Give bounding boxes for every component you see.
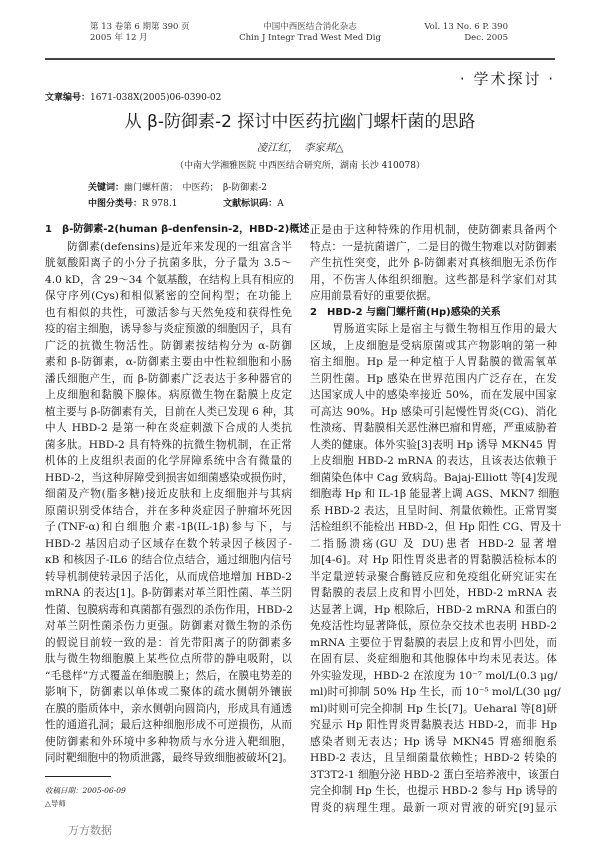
text-line: 细菌及产物(脂多糖)接近皮肤和上皮细胞并与其病 [45, 488, 292, 500]
journal-name-en: Chin J Integr Trad West Med Dig [239, 33, 381, 43]
text-line: 免疫活性均显著降低，原位杂交技术也表明 HBD-2 [310, 620, 557, 632]
text-line: 加[4-6]。对 Hp 阳性胃炎患者的胃黏膜活检标本的 [310, 554, 557, 566]
text-line: 性溃疡、胃黏膜相关恶性淋巴瘤和胃癌，严重威胁着 [310, 422, 557, 434]
text-line: 细胞毒 Hp 和 IL-1β 能显著上调 AGS、MKN7 细胞 [310, 488, 560, 500]
text-line: 同时靶细胞中的物质泄露，最终导致细胞被破坏[2]。 [45, 752, 294, 764]
text-line: 兰阴性菌。Hp 感染在世界范围内广泛存在，在发 [310, 372, 557, 385]
text-line: 4.0 kD，含 29～34 个氨基酸，在结构上具有相应的 [45, 273, 294, 286]
affiliation: （中南大学湘雅医院 中西医结合研究所，湖南 长沙 410078） [175, 161, 425, 171]
text-line: 菌多肽。HBD-2 具有特殊的抗微生物机制，在正常 [45, 438, 292, 451]
keywords [88, 180, 267, 193]
text-line: 上皮细胞 HBD-2 mRNA 的表达，且该表达依赖于 [310, 455, 557, 467]
class-value: R 978.1 [142, 199, 178, 209]
keywords-value: 幽门螺杆菌； 中医药； β-防御素-2 [124, 183, 268, 193]
date-en: Dec. 2005 [464, 33, 508, 43]
text-line: mRNA 主要位于胃黏膜的表层上皮和胃小凹处，而 [310, 636, 557, 649]
left-column [45, 222, 310, 767]
text-line: 特点：一是抗菌谱广，二是目的微生物难以对防御素 [310, 240, 557, 253]
text-line: 半定量逆转录聚合酶链反应和免疫组化研究证实在 [310, 570, 557, 583]
text-line: HBD-2 基因启动子区域存在数个转录因子核因子- [45, 537, 292, 550]
text-line: 疫的宿主细胞，诱导参与炎症预激的细胞因子，具有 [45, 323, 292, 335]
text-line: 素和 β-防御素，α-防御素主要由中性粒细胞和小肠 [45, 356, 292, 368]
text-line: 肽与微生物细胞膜上某些位点所带的静电吸附，以 [45, 653, 292, 665]
text-line: 在固有层、炎症细胞和其他腺体中均未见表达。体 [310, 653, 557, 665]
text-line: 系 HBD-2 表达，且呈时间、剂量依赖性。正常胃窦 [310, 504, 557, 517]
text-line: 也有相似的共性，可激活参与天然免疫和获得性免 [45, 306, 292, 319]
article-number [45, 90, 221, 103]
text-line: 区域，上皮细胞是受病原菌或其产物影响的第一种 [310, 339, 557, 352]
doc-code-value: A [277, 199, 284, 209]
text-line: 外实验发现，HBD-2 在浓度为 10⁻⁷ mol/L(0.3 μg/ [310, 669, 558, 682]
text-line: HBD-2 表达，且呈细菌量依赖性；HBD-2 转染的 [310, 752, 557, 764]
date-cn: 2005 年 12 月 [90, 33, 148, 43]
text-line: 保守序列(Cys)和相似紧密的空间构型；在功能上 [45, 290, 292, 302]
text-line: 使防御素和外环境中多种物质与水分进入靶细胞， [45, 735, 292, 748]
class-label: 中图分类号： [88, 199, 143, 209]
volume-issue-en: Vol. 13 No. 6 P. 390 [424, 22, 508, 32]
text-line: ml)时可抑制 50% Hp 生长，而 10⁻⁵ mol/L(30 μg/ [310, 686, 561, 698]
tutor-note: △导师 [45, 799, 66, 808]
watermark: 万方数据 [68, 824, 112, 837]
section-label: · 学术探讨 · [459, 70, 555, 88]
text-line: 二指肠溃疡(GU 及 DU)患者 HBD-2 显著增 [310, 537, 557, 550]
text-line: 用，不伤害人体组织细胞。这些都是科学家们对其 [310, 273, 557, 286]
journal-name-cn: 中国中西医结合消化杂志 [263, 22, 357, 32]
text-line: HBD-2，当这种屏障受到损害如细菌感染或损伤时， [45, 471, 293, 484]
text-line: 胃肠道实际上是宿主与微生物相互作用的最大 [310, 323, 557, 335]
text-line: 人类的健康。体外实验[3]表明 Hp 诱导 MKN45 胃 [310, 438, 557, 451]
doc-code-label: 文献标识码： [223, 199, 278, 209]
text-line: 中人 HBD-2 是第一种在炎症刺激下合成的人类抗 [45, 422, 292, 434]
classification [88, 196, 284, 209]
footnote-rule [45, 776, 111, 777]
text-line: 转导机制使转录因子活化，从而成倍地增加 HBD-2 [45, 570, 292, 583]
text-line: 原菌识别受体结合，并在多种炎症因子肿瘤坏死因 [45, 504, 292, 517]
text-line: 活检组织不能检出 HBD-2，但 Hp 阳性 CG、胃及十 [310, 521, 562, 533]
text-line: 完全抑制 Hp 生长，也提示 HBD-2 参与 Hp 诱导的 [310, 785, 558, 797]
text-line: 性的通道孔洞；最后这种细胞形成不可逆损伤，从而 [45, 719, 292, 731]
text-line: 影响下，防御素以单体或二聚体的疏水侧朝外镶嵌 [45, 686, 292, 698]
text-line: 机体的上皮组织表面的化学屏障系统中含有微量的 [45, 455, 292, 467]
text-line: 防御素(defensins)是近年来发现的一组富含半 [45, 240, 292, 253]
article-number-label: 文章编号： [45, 93, 91, 103]
authors: 凌江红， 李家邦△ [256, 142, 344, 154]
text-line: 上皮细胞和黏膜下腺体。病原微生物在黏膜上皮定 [45, 389, 292, 401]
text-line: 性菌、包膜病毒和真菌都有强烈的杀伤作用，HBD-2 [45, 603, 293, 616]
text-line: 子(TNF-α)和白细胞介素-1β(IL-1β)参与下，与 [45, 521, 292, 533]
article-number-value: 1671-038X(2005)06-0390-02 [90, 93, 222, 103]
section-heading: 2 HBD-2 与幽门螺杆菌(Hp)感染的关系 [310, 306, 501, 318]
text-line: 对革兰阴性菌杀伤力更强。防御素对微生物的杀伤 [45, 620, 292, 632]
text-line: 在膜的脂质体中，亲水侧朝向圆筒内，形成具有通透 [45, 702, 292, 715]
text-line: 3T3T2-1 细胞分泌 HBD-2 蛋白至培养液中，该蛋白 [310, 768, 560, 781]
article-title: 从 β-防御素-2 探讨中医药抗幽门螺杆菌的思路 [124, 112, 476, 132]
volume-issue-cn: 第 13 卷第 6 期第 390 页 [90, 22, 190, 32]
text-line: 胃黏膜的表层上皮和胃小凹处，HBD-2 mRNA 表 [310, 587, 557, 599]
text-line: ml)时则可完全抑制 Hp 生长[7]。Ueharal 等[8]研 [310, 702, 557, 715]
text-line: 应用前景看好的重要依据。 [310, 290, 438, 302]
text-line: 达显著上调，Hp 根除后，HBD-2 mRNA 和蛋白的 [310, 603, 557, 616]
text-line: 潘氏细胞产生，而 β-防御素广泛表达于多种器官的 [45, 372, 292, 385]
text-line: 究显示 Hp 阳性胃炎胃黏膜表达 HBD-2，而非 Hp [310, 719, 557, 731]
text-line: 植主要与 β-防御素有关，目前在人类已发现 6 种，其 [45, 405, 295, 418]
section-heading: 1 β-防御素-2(human β-denfensin-2，HBD-2)概述 [45, 224, 310, 235]
text-line: κB 和核因子-IL6 的结合位点结合，通过细胞内信号 [45, 554, 292, 566]
text-line: 宿主细胞。Hp 是一种定植于人胃黏膜的微需氧革 [310, 356, 557, 368]
text-line: 可高达 90%。Hp 感染可引起慢性胃炎(CG)、消化 [310, 405, 557, 418]
text-line: 的假说目前较一致的是：首先带阳离子的防御素多 [45, 636, 292, 649]
right-column [310, 222, 562, 816]
text-line: 感染者则无表达；Hp 诱导 MKN45 胃癌细胞系 [310, 735, 557, 748]
text-line: 达国家成人中的感染率接近 50%，而在发展中国家 [310, 389, 557, 401]
text-line: 产生抗性突变，此外 β-防御素对真核细胞无杀伤作 [310, 257, 557, 269]
text-line: 正是由于这种特殊的作用机制，使防御素具备两个 [310, 224, 557, 236]
text-line: “毛毯样”方式覆盖在细胞膜上；然后，在膜电势差的 [45, 669, 292, 682]
keywords-label: 关键词： [88, 183, 125, 193]
text-line: 广泛的抗微生物活性。防御素按结构分为 α-防御 [45, 339, 292, 352]
received-date: 收稿日期：2005-06-09 [45, 786, 126, 795]
header-rule [45, 58, 555, 60]
text-line: mRNA 的表达[1]。β-防御素对革兰阳性菌、革兰阴 [45, 587, 292, 599]
text-line: 胱氨酸阳离子的小分子抗菌多肽，分子量为 3.5～ [45, 257, 292, 269]
text-line: 胃炎的病理生理。最新一项对胃液的研究[9]显示 [310, 801, 557, 814]
text-line: 细菌染色体中 Cag 致病岛。Bajaj-Elliott 等[4]发现 [310, 471, 558, 484]
